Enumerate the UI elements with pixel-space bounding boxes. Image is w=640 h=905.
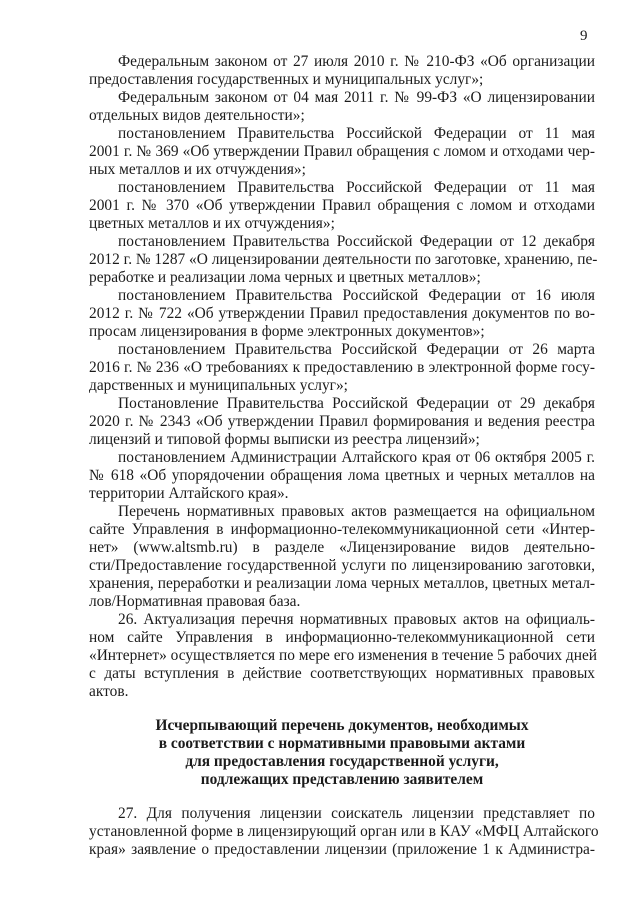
text-line: Перечень нормативных правовых актов размещается на официальном <box>118 503 595 520</box>
text-line: 26. Актуализация перечня нормативных правовых актов на официаль- <box>118 611 595 628</box>
page-number: 9 <box>580 28 588 44</box>
text-line: края» заявление о предоставлении лицензии (приложение 1 к Администра- <box>89 841 595 858</box>
text-line: 27. Для получения лицензии соискатель лицензии представляет по <box>118 805 595 822</box>
text-line: № 618 «Об упорядочении обращения лома цветных и черных металлов на <box>89 467 595 484</box>
text-line: Федеральным законом от 04 мая 2011 г. № 99-ФЗ «О лицензировании <box>118 89 595 106</box>
text-line: Федеральным законом от 27 июля 2010 г. № 210-ФЗ «Об организации <box>118 53 595 70</box>
text-line: установленной форме в лицензирующий орган или в КАУ «МФЦ Алтайского <box>89 823 599 840</box>
text-line: сайте Управления в информационно-телекоммуникационной сети «Интер- <box>89 521 595 538</box>
text-line: дарственных и муниципальных услуг»; <box>89 377 348 394</box>
text-line: предоставления государственных и муниципальных услуг»; <box>89 71 484 88</box>
text-line: 2001 г. № 369 «Об утверждении Правил обращения с ломом и отходами чер- <box>89 143 595 160</box>
section-heading-line: Исчерпывающий перечень документов, необходимых <box>155 717 529 734</box>
section-heading-line: подлежащих представлению заявителем <box>200 771 484 788</box>
text-line: 2012 г. № 722 «Об утверждении Правил предоставления документов по во- <box>89 305 595 322</box>
text-line: 2012 г. № 1287 «О лицензировании деятельности по заготовке, хранению, пе- <box>89 251 598 268</box>
text-line: постановлением Правительства Российской Федерации от 11 мая <box>118 179 595 196</box>
text-line: 2016 г. № 236 «О требованиях к предоставлению в электронной форме госу- <box>89 359 595 376</box>
text-line: цветных металлов и их отчуждения»; <box>89 215 335 232</box>
section-heading-line: в соответствии с нормативными правовыми актами <box>158 735 526 752</box>
text-line: просам лицензирования в форме электронных документов»; <box>89 323 485 340</box>
text-line: постановлением Правительства Российской Федерации от 26 марта <box>118 341 595 358</box>
text-line: постановлением Правительства Российской Федерации от 11 мая <box>118 125 595 142</box>
text-line: ном сайте Управления в информационно-телекоммуникационной сети <box>89 629 595 646</box>
text-line: территории Алтайского края». <box>89 485 289 502</box>
text-line: лицензий и типовой формы выписки из реестра лицензий»; <box>89 431 480 448</box>
text-line: постановлением Правительства Российской Федерации от 16 июля <box>118 287 595 304</box>
text-line: ных металлов и их отчуждения»; <box>89 161 306 178</box>
text-line: постановлением Администрации Алтайского края от 06 октября 2005 г. <box>118 449 595 466</box>
text-line: Постановление Правительства Российской Федерации от 29 декабря <box>118 395 595 412</box>
text-line: лов/Нормативная правовая база. <box>89 593 301 610</box>
text-line: с даты вступления в действие соответствующих нормативных правовых <box>89 665 595 682</box>
text-line: реработке и реализации лома черных и цветных металлов»; <box>89 269 481 286</box>
text-line: «Интернет» осуществляется по мере его изменения в течение 5 рабочих дней <box>89 647 598 664</box>
text-line: 2001 г. № 370 «Об утверждении Правил обращения с ломом и отходами <box>89 197 595 214</box>
text-line: 2020 г. № 2343 «Об утверждении Правил формирования и ведения реестра <box>89 413 595 430</box>
text-line: отдельных видов деятельности»; <box>89 107 305 124</box>
text-line: хранения, переработки и реализации лома черных металлов, цветных метал- <box>89 575 595 592</box>
text-line: нет» (www.altsmb.ru) в разделе «Лицензирование видов деятельно- <box>89 539 595 556</box>
text-line: сти/Предоставление государственной услуги по лицензированию заготовки, <box>89 557 595 574</box>
text-line: актов. <box>89 683 129 700</box>
text-line: постановлением Правительства Российской Федерации от 12 декабря <box>118 233 595 250</box>
section-heading-line: для предоставления государственной услуги, <box>185 753 499 770</box>
